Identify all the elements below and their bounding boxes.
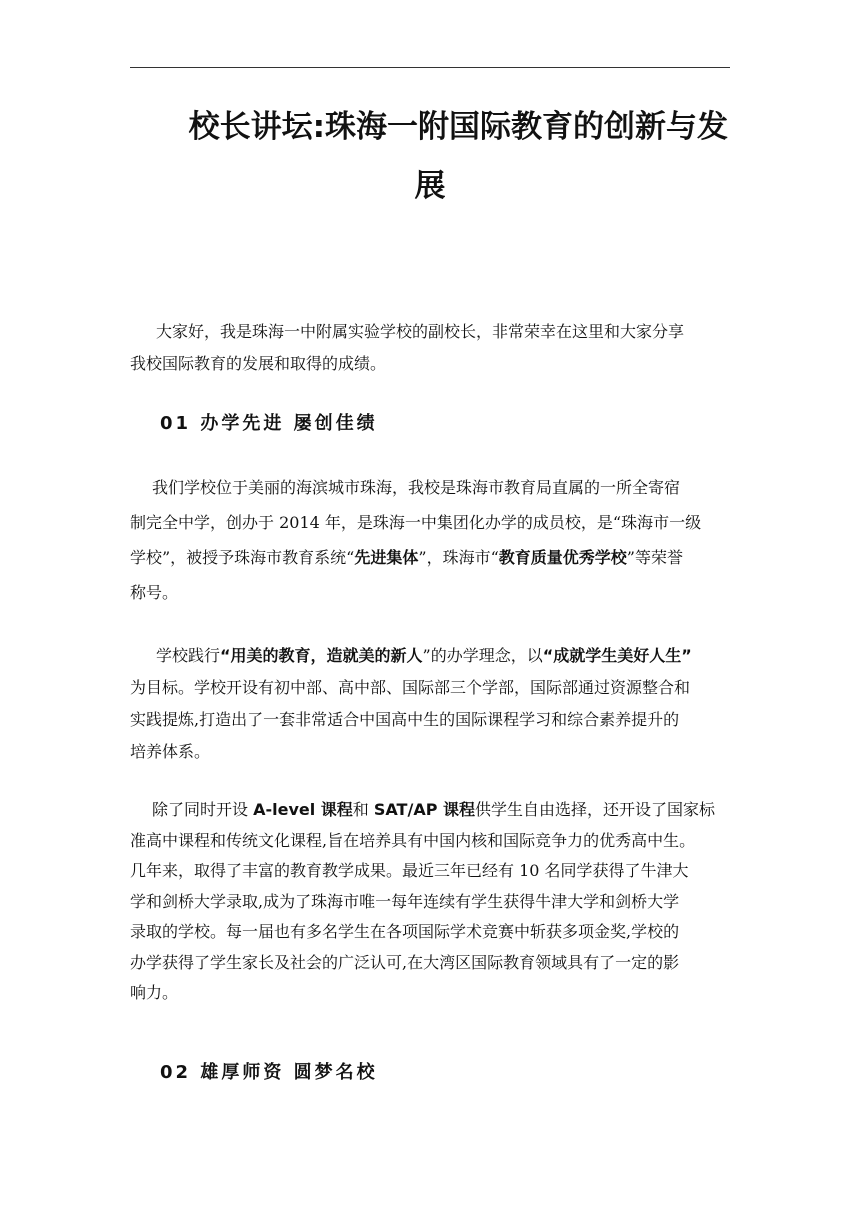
bold-text: 教育质量优秀学校	[498, 548, 627, 567]
intro-line: 大家好，我是珠海一中附属实验学校的副校长，非常荣幸在这里和大家分享	[156, 322, 685, 341]
text-run: ”等荣誉	[626, 548, 683, 567]
text-run: 供学生自由选择，还开设了国家标	[475, 800, 716, 819]
text-run: 学校践行	[156, 646, 221, 665]
section-heading-01: 01 办学先进 屡创佳绩	[160, 413, 378, 434]
paragraph-school-overview	[130, 470, 730, 610]
paragraph-line: 学和剑桥大学录取,成为了珠海市唯一每年连续有学生获得牛津大学和剑桥大学	[130, 891, 680, 911]
paragraph-line: 为目标。学校开设有初中部、高中部、国际部三个学部，国际部通过资源整合和	[130, 678, 691, 697]
paragraph-line: 响力。	[130, 983, 179, 1002]
paragraph-courses-achievements	[130, 795, 730, 1009]
paragraph-line: 办学获得了学生家长及社会的广泛认可,在大湾区国际教育领域具有了一定的影	[130, 952, 680, 972]
text-run: ”的办学理念，以	[422, 646, 543, 665]
bold-text: “成就学生美好人生”	[542, 646, 692, 665]
paragraph-line: 培养体系。	[130, 742, 211, 761]
paragraph-line: 我们学校位于美丽的海滨城市珠海，我校是珠海市教育局直属的一所全寄宿	[152, 478, 681, 497]
text-run: 除了同时开设	[152, 800, 254, 819]
text-run: ”，珠海市“	[418, 548, 499, 567]
section-heading-02: 02 雄厚师资 圆梦名校	[160, 1062, 378, 1083]
paragraph-line: 录取的学校。每一届也有多名学生在各项国际学术竞赛中斩获多项金奖,学校的	[130, 922, 680, 941]
bold-text: “用美的教育，造就美的新人	[220, 646, 423, 665]
intro-paragraph	[130, 316, 730, 380]
bold-text: 先进集体	[354, 548, 419, 567]
article-title	[130, 98, 730, 216]
paragraph-line	[130, 640, 730, 672]
paragraph-line	[130, 795, 730, 826]
bold-text: A-level 课程	[253, 800, 353, 819]
paragraph-line: 准高中课程和传统文化课程,旨在培养具有中国内核和国际竞争力的优秀高中生。	[130, 830, 696, 850]
header-rule	[130, 67, 730, 68]
paragraph-line: 称号。	[130, 583, 179, 602]
title-line-2: 展	[414, 168, 446, 204]
paragraph-line: 制完全中学，创办于 2014 年，是珠海一中集团化办学的成员校，是“珠海市一级	[130, 513, 702, 532]
paragraph-philosophy	[130, 640, 730, 768]
text-run: 和	[352, 800, 374, 819]
title-line-1: 校长讲坛:珠海一附国际教育的创新与发	[188, 109, 728, 145]
paragraph-line: 几年来，取得了丰富的教育教学成果。最近三年已经有 10 名同学获得了牛津大	[130, 861, 689, 880]
paragraph-line	[130, 540, 730, 575]
bold-text: SAT/AP 课程	[373, 800, 475, 819]
intro-line: 我校国际教育的发展和取得的成绩。	[130, 354, 387, 373]
text-run: 学校”，被授予珠海市教育系统“	[130, 548, 355, 567]
paragraph-line: 实践提炼,打造出了一套非常适合中国高中生的国际课程学习和综合素养提升的	[130, 710, 680, 729]
